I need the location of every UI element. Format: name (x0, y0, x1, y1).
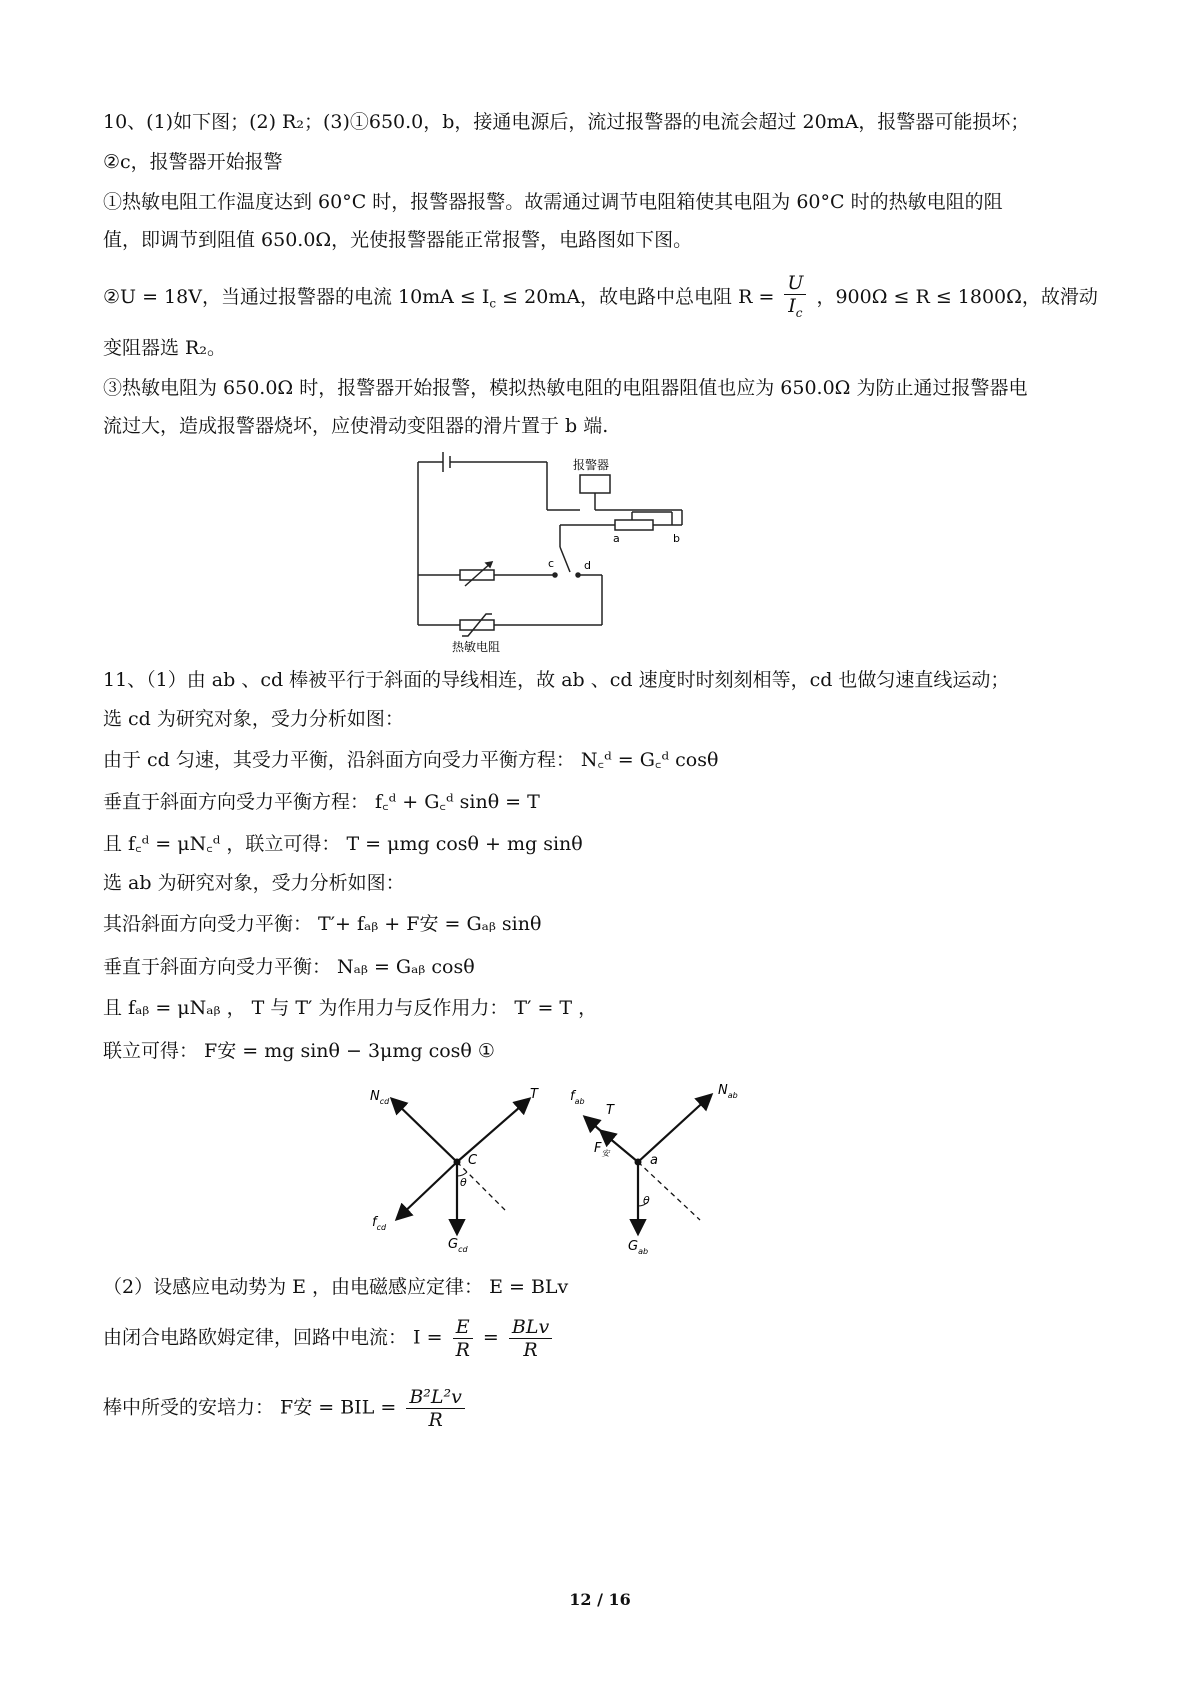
q10-line-6: 变阻器选 R₂。 (103, 337, 226, 359)
fraction-numerator: E (453, 1316, 473, 1339)
fraction-ampere-force (406, 1386, 465, 1431)
force-g-letter: G (628, 1239, 639, 1254)
fraction-u-over-ic (784, 272, 806, 324)
force-f-letter: f (372, 1215, 377, 1230)
force-f-subscript: ab (574, 1097, 585, 1106)
alarm-label: 报警器 (573, 458, 610, 472)
force-ampere-subscript: 安 (601, 1149, 610, 1158)
point-a-label: a (650, 1153, 658, 1168)
equals-sign: = (482, 1326, 499, 1349)
q10-line-4: 值，即调节到阻值 650.0Ω，光使报警器能正常报警，电路图如下图。 (103, 229, 693, 251)
fraction-denominator: R (455, 1339, 470, 1361)
q11b-line-3 (103, 1386, 469, 1431)
rheostat-end-b-label: b (673, 532, 680, 545)
point-c-label: C (468, 1153, 478, 1168)
q10-line-5d: ，900Ω ≤ R ≤ 1800Ω，故滑动 (816, 285, 1098, 308)
fraction-numerator: U (784, 272, 806, 295)
q11b-line-2-text: 由闭合电路欧姆定律，回路中电流： I = (103, 1326, 443, 1349)
fraction-e-over-r (453, 1316, 473, 1361)
fraction-numerator: B²L²v (406, 1386, 465, 1409)
circuit-diagram (410, 450, 710, 660)
rheostat-end-a-label: a (613, 532, 620, 545)
switch-contact-c-label: c (548, 557, 555, 570)
force-g-letter: G (448, 1237, 459, 1252)
denominator-sub: c (795, 305, 803, 320)
q11b-line-2 (103, 1316, 556, 1361)
force-diagram-cd (360, 1080, 570, 1260)
angle-theta-label: θ (643, 1194, 650, 1207)
force-g-subscript: ab (638, 1247, 649, 1256)
force-n-letter: N (370, 1089, 380, 1104)
force-diagram-ab (570, 1080, 780, 1260)
q10-line-8: 流过大，造成报警器烧坏，应使滑动变阻器的滑片置于 b 端. (103, 415, 609, 437)
force-g-ab-label (628, 1239, 648, 1256)
fraction-denominator (784, 295, 806, 324)
switch-contact-d-label: d (584, 559, 591, 572)
force-n-subscript: cd (379, 1097, 390, 1106)
force-f-cd-label (372, 1215, 387, 1232)
q11-line-4: 垂直于斜面方向受力平衡方程： f꜀ᵈ + G꜀ᵈ sinθ = T (103, 791, 540, 813)
force-n-letter: N (718, 1083, 728, 1098)
q11-line-1: 11、（1）由 ab 、cd 棒被平行于斜面的导线相连，故 ab 、cd 速度时时刻刻相等，cd 也做匀速直线运动； (103, 669, 1010, 691)
force-t-prime-label: T (606, 1103, 614, 1118)
q11-line-10: 联立可得： F安 = mg sinθ − 3μmg cosθ ① (103, 1040, 495, 1062)
q11-line-5: 且 f꜀ᵈ = μN꜀ᵈ ，联立可得： T = μmg cosθ + mg sinθ (103, 833, 583, 855)
q10-line-1: 10、(1)如下图；(2) R₂；(3)①650.0，b，接通电源后，流过报警器的电流会超过 20mA，报警器可能损坏； (103, 111, 1030, 133)
force-g-cd-label (448, 1237, 468, 1254)
force-n-subscript: ab (727, 1091, 738, 1100)
force-f-subscript: cd (376, 1223, 387, 1232)
denominator-letter: I (788, 295, 796, 317)
q11-line-9: 且 fₐᵦ = μNₐᵦ ， T 与 T′ 为作用力与反作用力： T′ = T ， (103, 997, 598, 1019)
q10-line-5c: ≤ 20mA，故电路中总电阻 R = (496, 285, 775, 308)
angle-theta-label: θ (460, 1176, 467, 1189)
fraction-blv-over-r (509, 1316, 552, 1361)
force-f-ab-label (570, 1089, 585, 1106)
q11-line-2: 选 cd 为研究对象，受力分析如图： (103, 708, 404, 730)
force-f-letter: f (570, 1089, 575, 1104)
force-g-subscript: cd (458, 1245, 468, 1254)
q11-line-7: 其沿斜面方向受力平衡： T′+ fₐᵦ + F安 = Gₐᵦ sinθ (103, 913, 542, 935)
force-n-ab-label (718, 1083, 738, 1100)
fraction-denominator: R (523, 1339, 538, 1361)
fraction-denominator: R (428, 1409, 443, 1431)
q11-line-3: 由于 cd 匀速，其受力平衡，沿斜面方向受力平衡方程： N꜀ᵈ = G꜀ᵈ cosθ (103, 749, 719, 771)
q11b-line-1: （2）设感应电动势为 E ，由电磁感应定律： E = BLv (103, 1276, 569, 1298)
fraction-numerator: BLv (509, 1316, 552, 1339)
force-ampere-letter: F (594, 1141, 602, 1156)
q10-line-2: ②c，报警器开始报警 (103, 151, 283, 173)
q11-line-8: 垂直于斜面方向受力平衡： Nₐᵦ = Gₐᵦ cosθ (103, 956, 475, 978)
force-t-label: T (530, 1087, 538, 1102)
thermistor-label: 热敏电阻 (452, 640, 501, 654)
page-number: 12 / 16 (569, 1590, 631, 1609)
force-n-cd-label (370, 1089, 390, 1106)
q10-line-3: ①热敏电阻工作温度达到 60°C 时，报警器报警。故需通过调节电阻箱使其电阻为 60°C 时的热敏电阻的阻 (103, 191, 1003, 213)
q10-line-5 (103, 272, 1098, 324)
q10-line-7: ③热敏电阻为 650.0Ω 时，报警器开始报警，模拟热敏电阻的电阻器阻值也应为 650.0Ω 为防止通过报警器电 (103, 377, 1028, 399)
q11-line-6: 选 ab 为研究对象，受力分析如图： (103, 872, 405, 894)
force-ampere-label (594, 1141, 610, 1158)
q10-line-5a: ②U = 18V，当通过报警器的电流 10mA ≤ I (103, 285, 490, 308)
q10-line-5b: c (489, 296, 497, 311)
q11b-line-3-text: 棒中所受的安培力： F安 = BIL = (103, 1396, 397, 1419)
